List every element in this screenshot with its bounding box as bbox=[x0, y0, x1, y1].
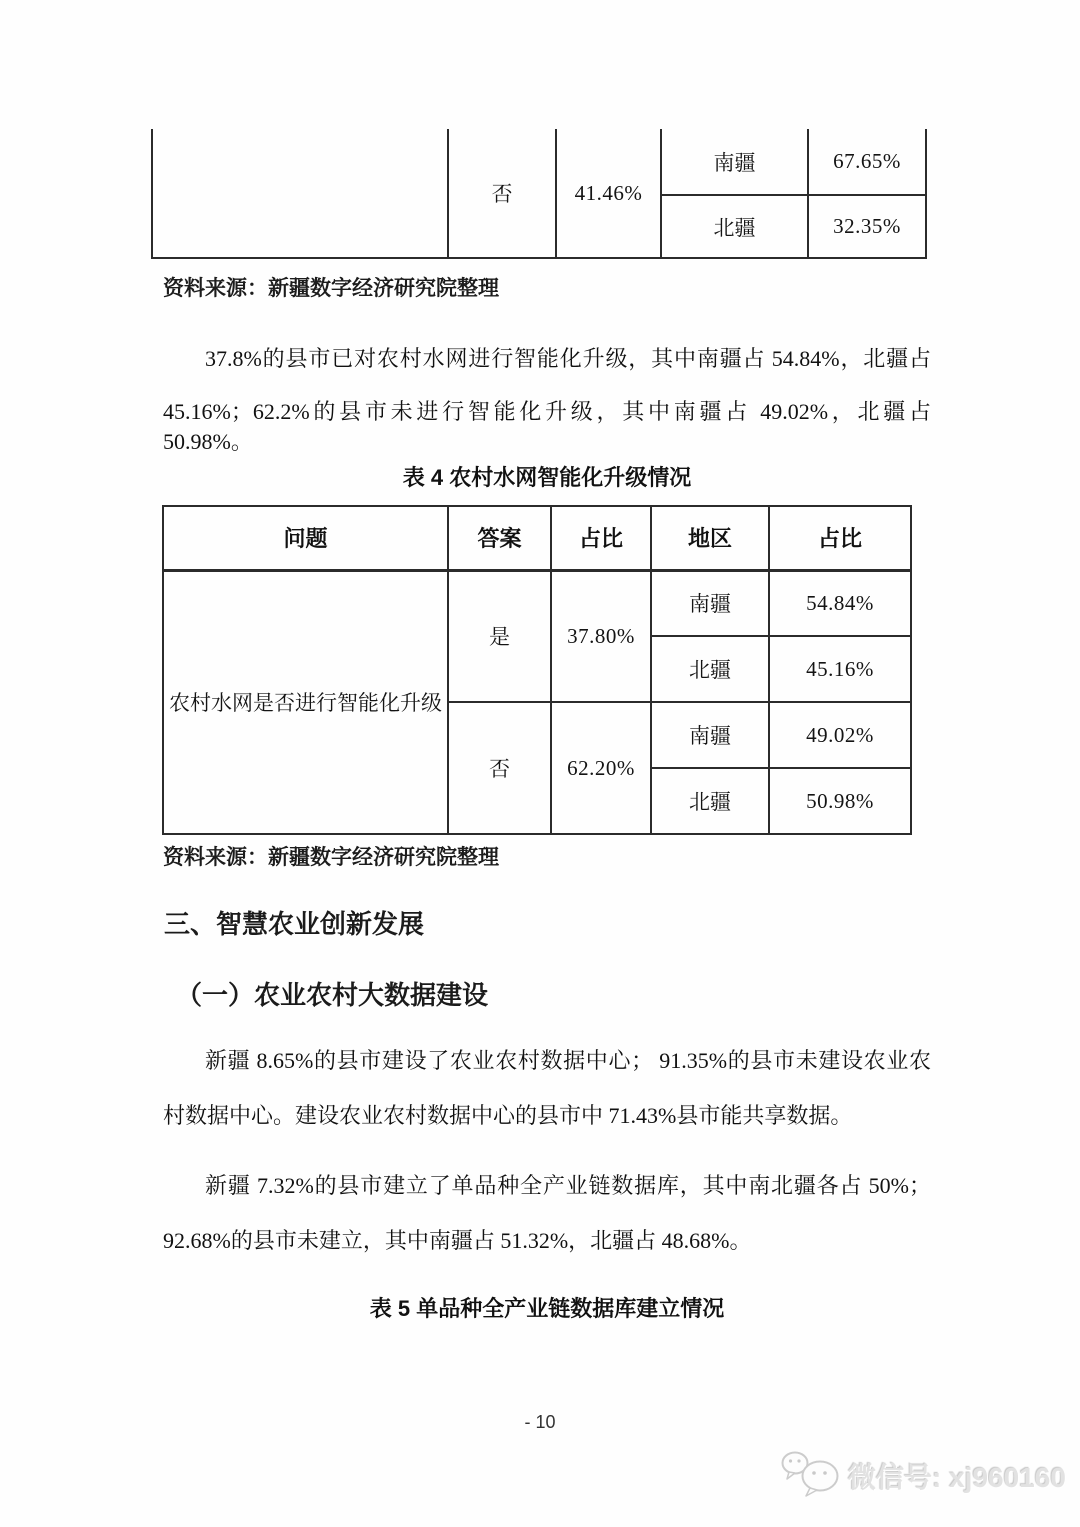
table-4-title: 表 4 农村水网智能化升级情况 bbox=[402, 465, 692, 490]
column-header-answer: 答案 bbox=[448, 506, 551, 570]
table-row bbox=[163, 570, 911, 636]
source-note: 资料来源：新疆数字经济研究院整理 bbox=[163, 846, 499, 869]
table-cell-region-ratio: 50.98% bbox=[769, 768, 911, 834]
column-header-region: 地区 bbox=[651, 506, 769, 570]
table-cell-answer: 否 bbox=[448, 129, 556, 258]
table-cell-region-ratio: 67.65% bbox=[808, 129, 926, 195]
wechat-icon bbox=[780, 1448, 842, 1503]
table-cell-answer: 否 bbox=[448, 702, 551, 834]
paragraph-line: 37.8%的县市已对农村水网进行智能化升级，其中南疆占 54.84%，北疆占 bbox=[205, 346, 931, 371]
paragraph-line: 45.16%；62.2%的县市未进行智能化升级，其中南疆占 49.02%，北疆占 50.98%。 bbox=[163, 399, 931, 454]
source-note: 资料来源：新疆数字经济研究院整理 bbox=[163, 277, 499, 300]
table-cell-question-empty bbox=[152, 129, 448, 258]
table-cell-region-ratio: 45.16% bbox=[769, 636, 911, 702]
table-cell-question: 农村水网是否进行智能化升级 bbox=[163, 570, 448, 834]
table-cell-ratio: 62.20% bbox=[551, 702, 651, 834]
table-cell-region: 南疆 bbox=[661, 129, 808, 195]
table-row bbox=[152, 129, 926, 195]
table-cell-answer: 是 bbox=[448, 570, 551, 702]
table-5-title: 表 5 单品种全产业链数据库建立情况 bbox=[369, 1296, 725, 1321]
table-cell-region: 北疆 bbox=[651, 636, 769, 702]
section-heading: 三、智慧农业创新发展 bbox=[164, 909, 425, 939]
table-cell-ratio: 41.46% bbox=[556, 129, 661, 258]
table-cell-region: 北疆 bbox=[651, 768, 769, 834]
watermark-label: 微信号: xj960160 bbox=[848, 1461, 1066, 1493]
paragraph-line: 新疆 8.65%的县市建设了农业农村数据中心； 91.35%的县市未建设农业农 bbox=[205, 1048, 931, 1073]
page-number: - 10 bbox=[524, 1412, 556, 1432]
paragraph-line: 新疆 7.32%的县市建立了单品种全产业链数据库，其中南北疆各占 50%； bbox=[205, 1173, 931, 1198]
table-cell-region: 北疆 bbox=[661, 195, 808, 258]
table-cell-region: 南疆 bbox=[651, 570, 769, 636]
table-3-fragment bbox=[151, 129, 927, 259]
paragraph-line: 村数据中心。建设农业农村数据中心的县市中 71.43%县市能共享数据。 bbox=[163, 1103, 853, 1128]
paragraph-line: 92.68%的县市未建立，其中南疆占 51.32%，北疆占 48.68%。 bbox=[163, 1228, 752, 1253]
table-header-row bbox=[163, 506, 911, 570]
table-cell-region-ratio: 49.02% bbox=[769, 702, 911, 768]
column-header-ratio: 占比 bbox=[551, 506, 651, 570]
table-cell-region-ratio: 54.84% bbox=[769, 570, 911, 636]
column-header-region-ratio: 占比 bbox=[769, 506, 911, 570]
section-subheading: （一）农业农村大数据建设 bbox=[176, 980, 489, 1010]
table-cell-ratio: 37.80% bbox=[551, 570, 651, 702]
watermark bbox=[780, 1448, 1066, 1503]
table-cell-region: 南疆 bbox=[651, 702, 769, 768]
table-cell-region-ratio: 32.35% bbox=[808, 195, 926, 258]
table-4 bbox=[162, 505, 912, 835]
column-header-question: 问题 bbox=[163, 506, 448, 570]
